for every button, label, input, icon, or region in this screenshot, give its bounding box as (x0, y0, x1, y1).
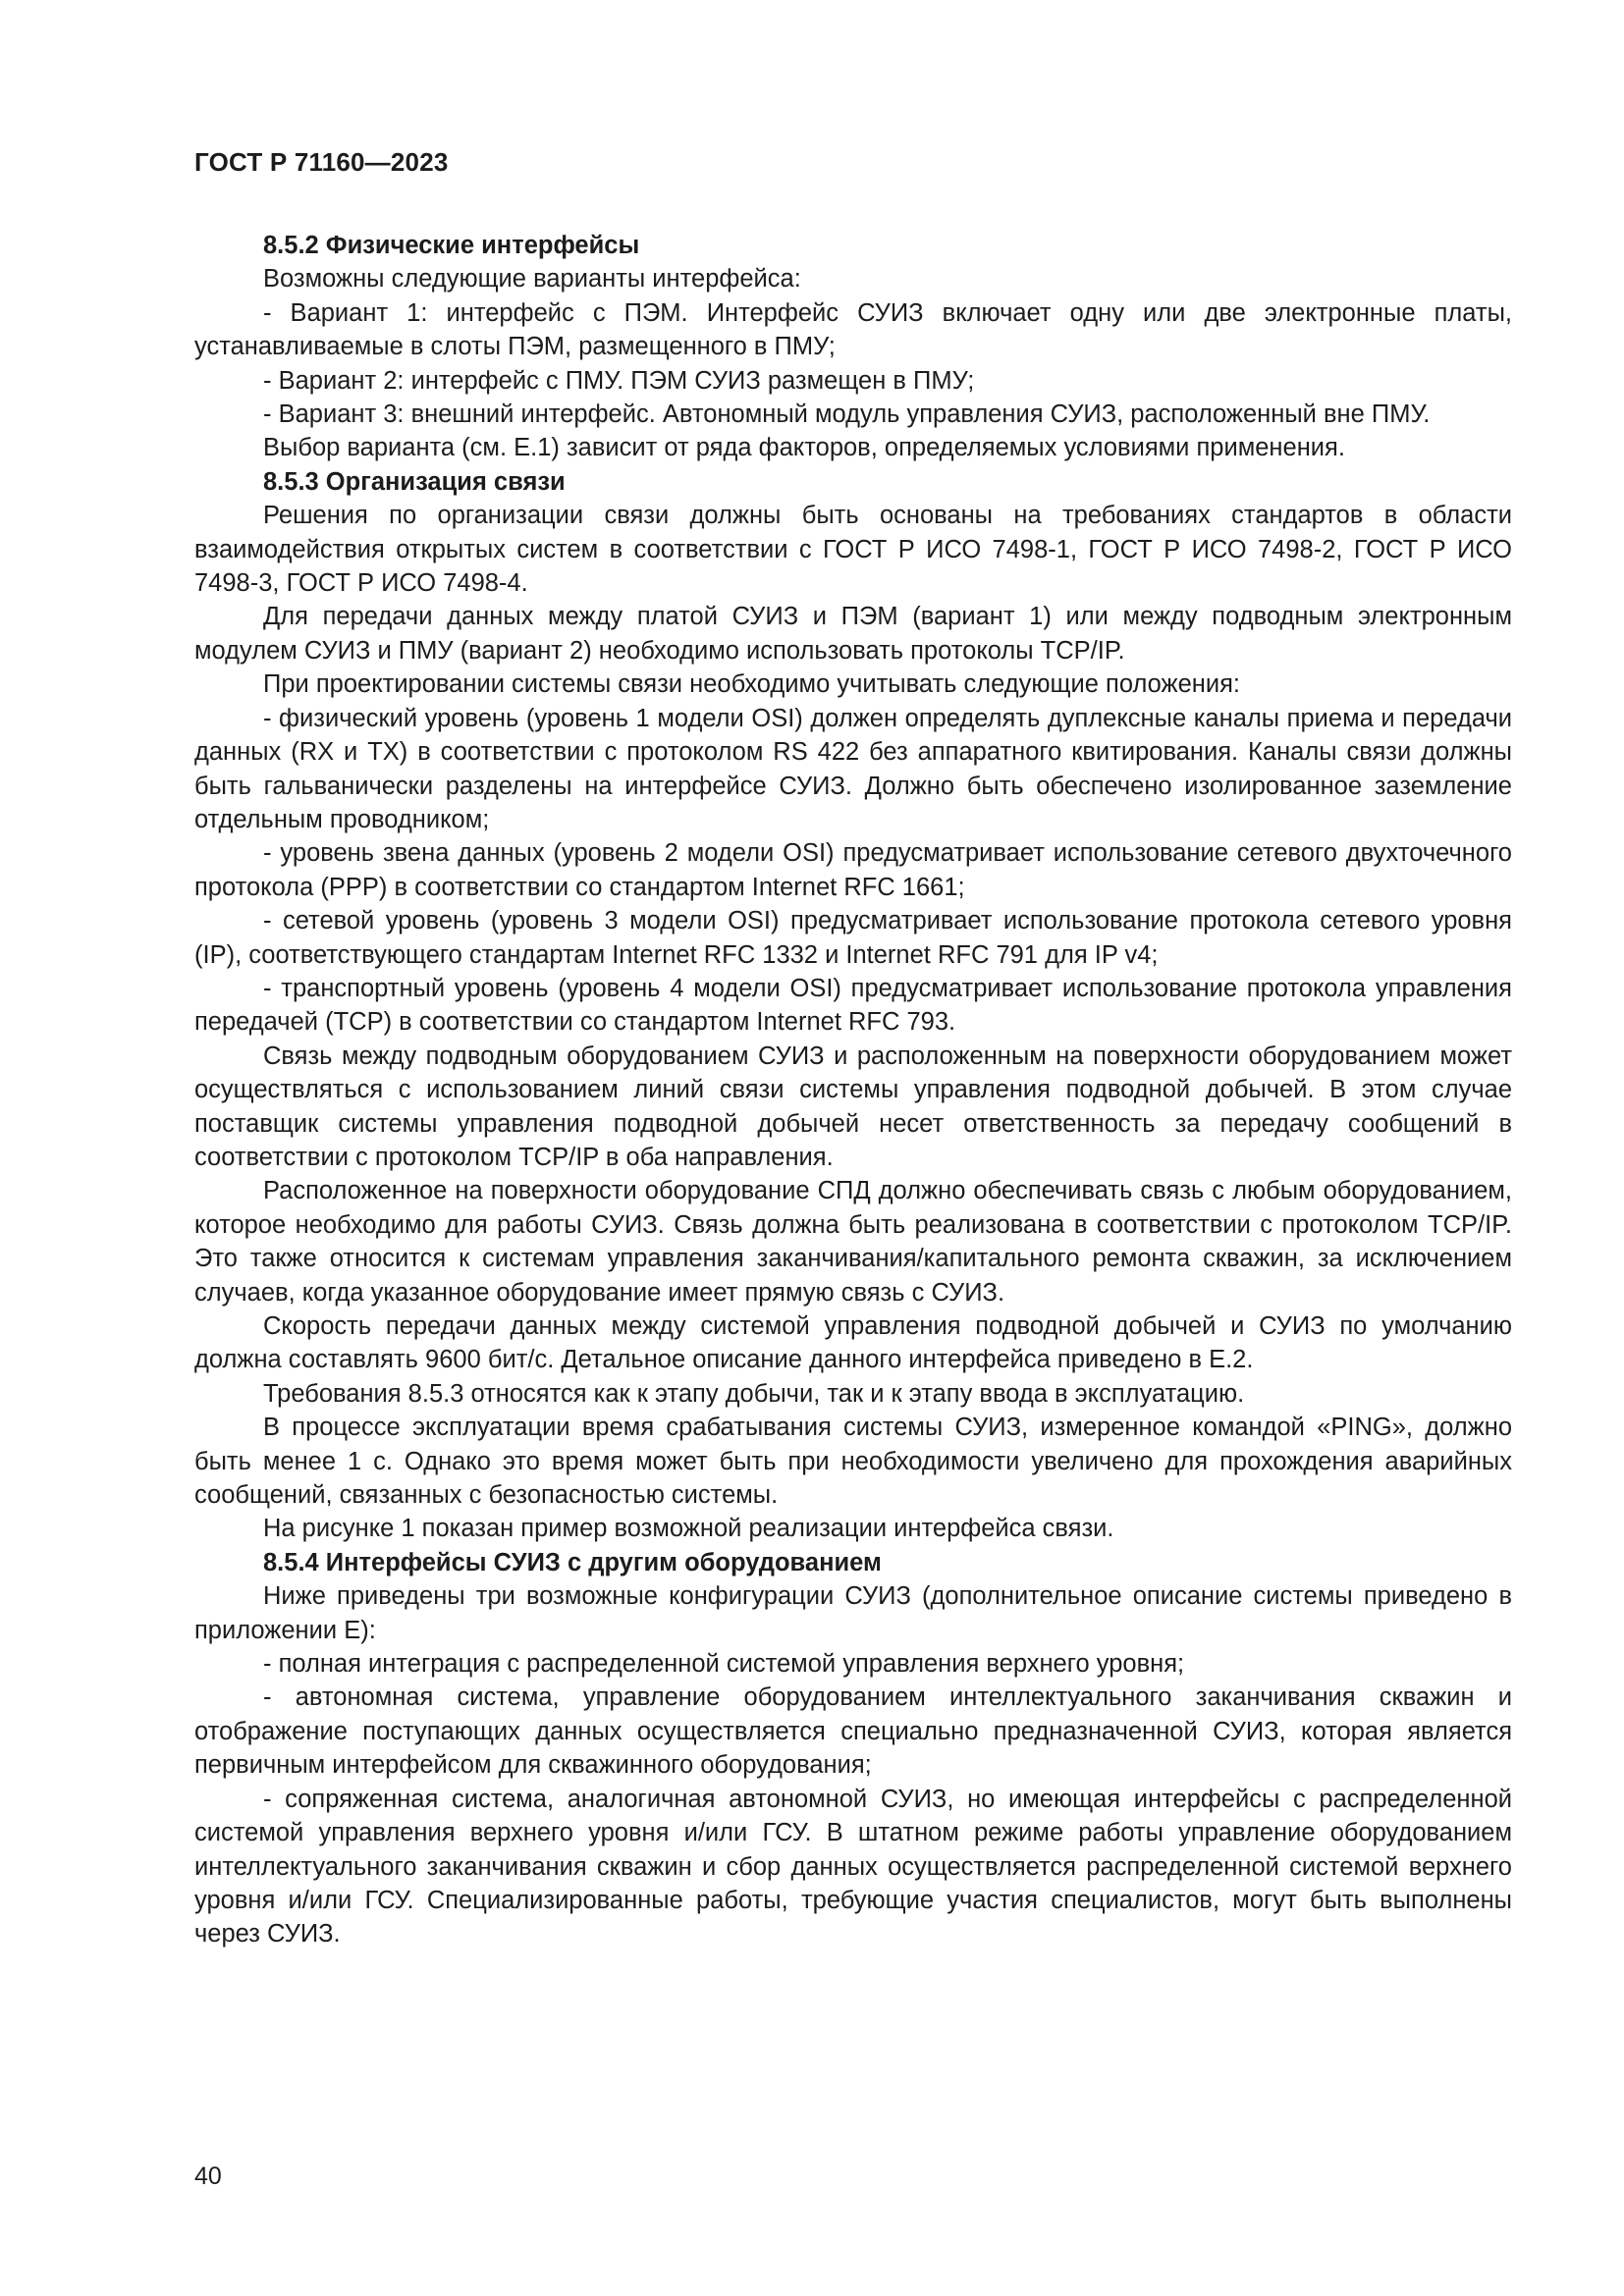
page-number: 40 (194, 2163, 222, 2190)
paragraph: - Вариант 2: интерфейс с ПМУ. ПЭМ СУИЗ размещен в ПМУ; (263, 366, 975, 395)
section-heading-8-5-2: 8.5.2 Физические интерфейсы (263, 232, 640, 259)
paragraph: Скорость передачи данных между системой управления подводной добычей и СУИЗ по умолчанию должна составлять 9600 бит/с. Детальное описание данного интерфейса приведено в Е.2. (194, 1312, 1512, 1374)
paragraph: В процессе эксплуатации время срабатывания системы СУИЗ, измеренное командой «PING», должно быть менее 1 с. Однако это время может быть при необходимости увеличено для прохождения аварийных сообщений, связанных с безопасностью системы. (194, 1414, 1512, 1510)
paragraph: Связь между подводным оборудованием СУИЗ и расположенным на поверхности оборудованием может осуществляться с использованием линий связи системы управления подводной добычей. В этом случае поставщик системы управления подводной добычей несет ответственность за передачу сообщений в соответствии с протоколом TCP/IP в оба направления. (194, 1041, 1512, 1171)
paragraph: - сетевой уровень (уровень 3 модели OSI) предусматривает использование протокола сетевого уровня (IP), соответствующего стандартам Internet RFC 1332 и Internet RFC 791 для IP v4; (194, 907, 1512, 969)
paragraph: - полная интеграция с распределенной системой управления верхнего уровня; (263, 1650, 1185, 1679)
document-body (194, 229, 1512, 1951)
paragraph: Расположенное на поверхности оборудование СПД должно обеспечивать связь с любым оборудованием, которое необходимо для работы СУИЗ. Связь должна быть реализована в соответствии с протоколом TCP/IP. Это также относится к системам управления заканчивания/капитального ремонта скважин, за исключением случаев, когда указанное оборудование имеет прямую связь с СУИЗ. (194, 1177, 1512, 1307)
section-heading-8-5-3: 8.5.3 Организация связи (263, 467, 566, 496)
paragraph: Выбор варианта (см. Е.1) зависит от ряда факторов, определяемых условиями применения. (263, 434, 1345, 462)
document-code-header: ГОСТ Р 71160—2023 (194, 147, 449, 177)
paragraph: Возможны следующие варианты интерфейса: (263, 265, 801, 294)
section-heading-8-5-4: 8.5.4 Интерфейсы СУИЗ с другим оборудованием (263, 1548, 882, 1576)
paragraph: - физический уровень (уровень 1 модели OSI) должен определять дуплексные каналы приема и передачи данных (RX и TX) в соответствии с протоколом RS 422 без аппаратного квитирования. Каналы связи должны быть гальванически разделены на интерфейсе СУИЗ. Должно быть обеспечено изолированное заземление отдельным проводником; (194, 704, 1512, 833)
paragraph: Для передачи данных между платой СУИЗ и ПЭМ (вариант 1) или между подводным электронным модулем СУИЗ и ПМУ (вариант 2) необходимо использовать протоколы TCP/IP. (194, 603, 1512, 665)
paragraph: - сопряженная система, аналогичная автономной СУИЗ, но имеющая интерфейсы с распределенной системой управления верхнего уровня и/или ГСУ. В штатном режиме работы управление оборудованием интеллектуального заканчивания скважин и сбор данных осуществляется распределенной системой верхнего уровня и/или ГСУ. Специализированные работы, требующие участия специалистов, могут быть выполнены через СУИЗ. (194, 1785, 1512, 1949)
paragraph: - автономная система, управление оборудованием интеллектуального заканчивания скважин и отображение поступающих данных осуществляется специально предназначенной СУИЗ, которая является первичным интерфейсом для скважинного оборудования; (194, 1683, 1512, 1780)
paragraph: - уровень звена данных (уровень 2 модели OSI) предусматривает использование сетевого двухточечного протокола (PPP) в соответствии со стандартом Internet RFC 1661; (194, 839, 1512, 901)
paragraph: На рисунке 1 показан пример возможной реализации интерфейса связи. (263, 1515, 1114, 1543)
paragraph: - Вариант 3: внешний интерфейс. Автономный модуль управления СУИЗ, расположенный вне ПМУ. (263, 400, 1431, 429)
paragraph: При проектировании системы связи необходимо учитывать следующие положения: (263, 670, 1240, 699)
paragraph: Ниже приведены три возможные конфигурации СУИЗ (дополнительное описание системы приведено в приложении Е): (194, 1582, 1512, 1644)
paragraph: - Вариант 1: интерфейс с ПЭМ. Интерфейс СУИЗ включает одну или две электронные платы, устанавливаемые в слоты ПЭМ, размещенного в ПМУ; (194, 298, 1512, 361)
paragraph: - транспортный уровень (уровень 4 модели OSI) предусматривает использование протокола управления передачей (TCP) в соответствии со стандартом Internet RFC 793. (194, 974, 1512, 1037)
paragraph: Решения по организации связи должны быть основаны на требованиях стандартов в области взаимодействия открытых систем в соответствии с ГОСТ Р ИСО 7498-1, ГОСТ Р ИСО 7498-2, ГОСТ Р ИСО 7498-3, ГОСТ Р ИСО 7498-4. (194, 502, 1512, 598)
paragraph: Требования 8.5.3 относятся как к этапу добычи, так и к этапу ввода в эксплуатацию. (263, 1379, 1245, 1408)
